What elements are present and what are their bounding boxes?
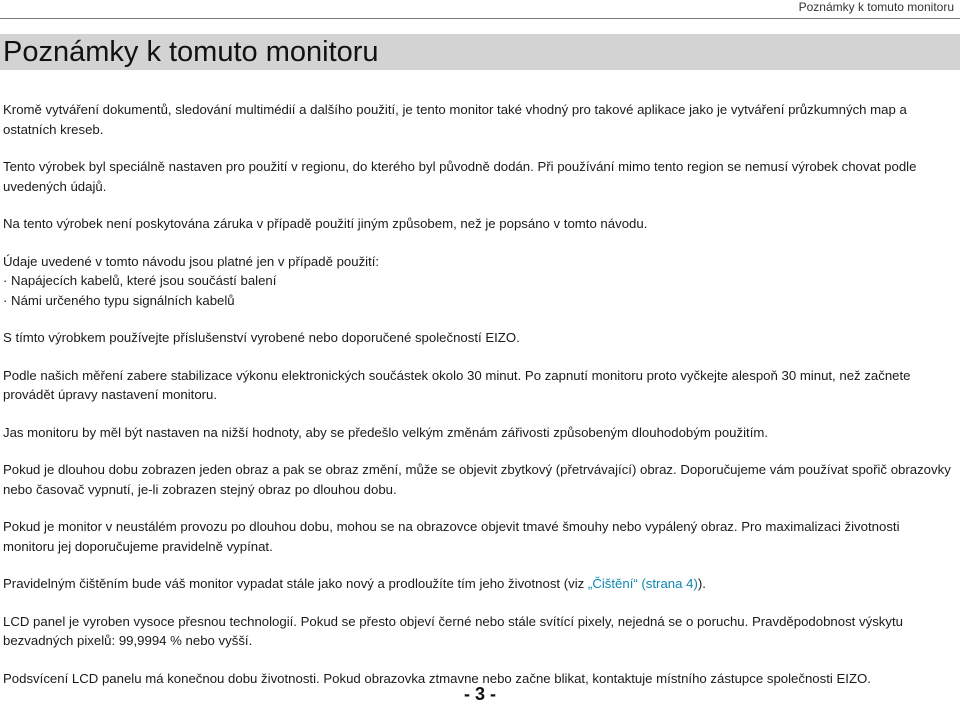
paragraph-intended-use: Kromě vytváření dokumentů, sledování multimédií a dalšího použití, je tento monitor také vhodný pro takové aplikace jako je vytváření průzkumných map a ostatních kreseb. [3, 102, 907, 137]
paragraph-brightness: Jas monitoru by měl být nastaven na nižší hodnoty, aby se předešlo velkým změnám zářivosti způsobeným dlouhodobým použitím. [3, 424, 769, 440]
list-item-power-cables: · Napájecích kabelů, které jsou součástí balení [3, 273, 277, 288]
paragraph-region: Tento výrobek byl speciálně nastaven pro použití v regionu, do kterého byl původně dodán. Při používání mimo tento region se nemusí výrobek chovat podle uvedených údajů. [3, 159, 917, 194]
cleaning-page-link[interactable]: „Čištění“ (strana 4) [587, 576, 698, 591]
paragraph-backlight: Podsvícení LCD panelu má konečnou dobu životnosti. Pokud obrazovka ztmavne nebo začne blikat, kontaktuje místního zástupce společnosti EIZO. [3, 670, 871, 686]
paragraph-image-retention: Pokud je dlouhou dobu zobrazen jeden obraz a pak se obraz změní, může se objevit zbytkový (přetrvávající) obraz. Doporučujeme vám používat spořič obrazovky nebo časovač vypnutí, je-li zobrazen stejný obraz po dlouhou dobu. [3, 462, 951, 497]
paragraph-pixels: LCD panel je vyroben vysoce přesnou technologií. Pokud se přesto objeví černé nebo stále svítící pixely, nejedná se o poruchu. Pravděpodobnost výskytu bezvadných pixelů: 99,9994 % nebo vyšší. [3, 613, 903, 648]
cleaning-text-after: ). [697, 576, 706, 591]
paragraph-validity-intro: Údaje uvedené v tomto návodu jsou platné jen v případě použití: [3, 253, 380, 269]
paragraph-accessories: S tímto výrobkem používejte příslušenství vyrobené nebo doporučené společností EIZO. [3, 330, 520, 345]
running-header-title: Poznámky k tomuto monitoru [798, 0, 954, 14]
paragraph-warranty: Na tento výrobek není poskytována záruka v případě použití jiným způsobem, než je popsáno v tomto návodu. [3, 216, 648, 231]
paragraph-cleaning [3, 574, 954, 594]
paragraph-burn-in: Pokud je monitor v neustálém provozu po dlouhou dobu, mohou se na obrazovce objevit tmavé šmouhy nebo vypálený obraz. Pro maximalizaci životnosti monitoru jej doporučujeme pravidelně vypínat. [3, 519, 900, 554]
page-number: - 3 - [463, 684, 496, 704]
header-rule [0, 18, 960, 19]
page-title: Poznámky k tomuto monitoru [3, 36, 379, 68]
cleaning-text-before: Pravidelným čištěním bude váš monitor vypadat stále jako nový a prodloužíte tím jeho životnost (viz [3, 576, 588, 591]
document-body [3, 100, 954, 706]
list-item-signal-cables: · Námi určeného typu signálních kabelů [3, 292, 235, 308]
paragraph-warm-up: Podle našich měření zabere stabilizace výkonu elektronických součástek okolo 30 minut. Po zapnutí monitoru proto vyčkejte alespoň 30 minut, než začnete provádět úpravy nastavení monitoru. [3, 367, 911, 402]
